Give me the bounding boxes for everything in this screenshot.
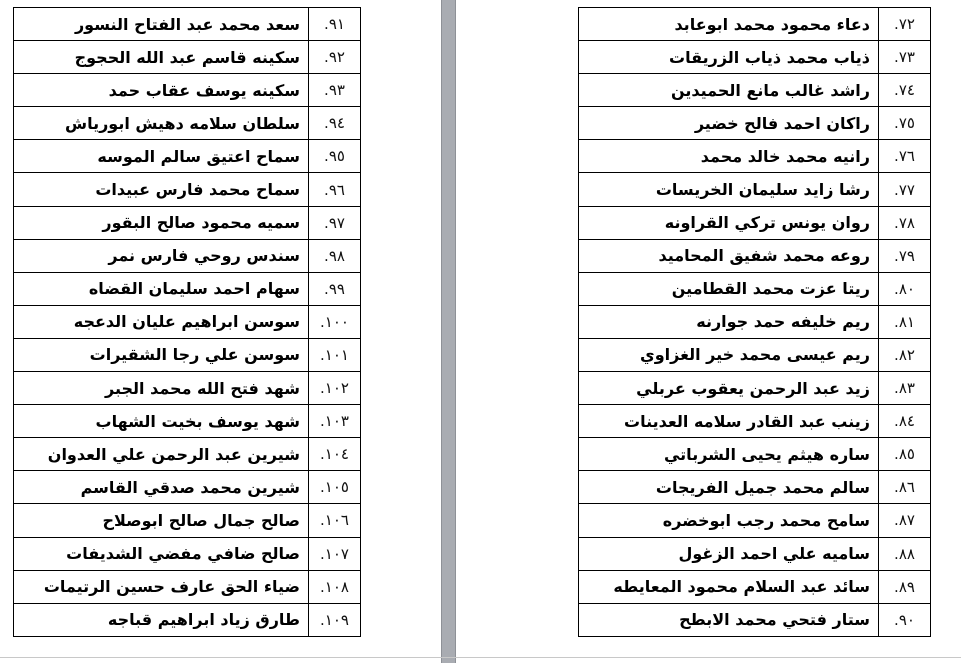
row-number: ٩٣.	[309, 74, 361, 107]
person-name: ستار فتحي محمد الابطح	[579, 603, 879, 636]
names-table-right	[578, 7, 931, 637]
row-number: ٨٥.	[879, 438, 931, 471]
table-row	[14, 537, 361, 570]
row-number: ٧٨.	[879, 206, 931, 239]
names-table-right-body	[579, 8, 931, 637]
row-number: ٨٧.	[879, 504, 931, 537]
row-number: ٧٦.	[879, 140, 931, 173]
table-row	[14, 107, 361, 140]
person-name: ريم عيسى محمد خير الغزاوي	[579, 338, 879, 371]
person-name: شيرين عبد الرحمن علي العدوان	[14, 438, 309, 471]
table-row	[14, 405, 361, 438]
table-row	[14, 338, 361, 371]
table-row	[579, 405, 931, 438]
person-name: شهد فتح الله محمد الجبر	[14, 372, 309, 405]
row-number: ٧٣.	[879, 41, 931, 74]
person-name: ريم خليفه حمد جوارنه	[579, 305, 879, 338]
row-number: ٩٦.	[309, 173, 361, 206]
table-row	[14, 272, 361, 305]
row-number: ٨٦.	[879, 471, 931, 504]
table-row	[579, 140, 931, 173]
person-name: سعد محمد عبد الفتاح النسور	[14, 8, 309, 41]
row-number: ٧٢.	[879, 8, 931, 41]
row-number: ١٠٣.	[309, 405, 361, 438]
table-row	[14, 140, 361, 173]
table-row	[14, 504, 361, 537]
row-number: ٨٨.	[879, 537, 931, 570]
table-row	[14, 372, 361, 405]
table-row	[579, 372, 931, 405]
person-name: رشا زايد سليمان الخريسات	[579, 173, 879, 206]
names-table-left-body	[14, 8, 361, 637]
right-page	[456, 0, 961, 663]
row-number: ٨٣.	[879, 372, 931, 405]
row-number: ٩٧.	[309, 206, 361, 239]
table-row	[579, 272, 931, 305]
table-row	[14, 173, 361, 206]
row-number: ٩٠.	[879, 603, 931, 636]
person-name: سندس روحي فارس نمر	[14, 239, 309, 272]
person-name: سماح محمد فارس عبيدات	[14, 173, 309, 206]
row-number: ٧٧.	[879, 173, 931, 206]
table-row	[14, 570, 361, 603]
row-number: ٩٥.	[309, 140, 361, 173]
row-number: ٨١.	[879, 305, 931, 338]
row-number: ٨٩.	[879, 570, 931, 603]
person-name: صالح جمال صالح ابوصلاح	[14, 504, 309, 537]
row-number: ١٠١.	[309, 338, 361, 371]
person-name: سائد عبد السلام محمود المعايطه	[579, 570, 879, 603]
row-number: ١٠٢.	[309, 372, 361, 405]
table-row	[14, 471, 361, 504]
table-row	[579, 173, 931, 206]
person-name: سلطان سلامه دهيش ابورياش	[14, 107, 309, 140]
row-number: ٩٢.	[309, 41, 361, 74]
person-name: ريتا عزت محمد القطامين	[579, 272, 879, 305]
person-name: سوسن ابراهيم عليان الدعجه	[14, 305, 309, 338]
table-row	[579, 603, 931, 636]
table-row	[579, 305, 931, 338]
person-name: سكينه يوسف عقاب حمد	[14, 74, 309, 107]
person-name: ضياء الحق عارف حسين الرتيمات	[14, 570, 309, 603]
table-row	[14, 206, 361, 239]
table-row	[579, 107, 931, 140]
person-name: راشد غالب مانع الحميدين	[579, 74, 879, 107]
table-row	[579, 504, 931, 537]
person-name: سكينه قاسم عبد الله الحجوج	[14, 41, 309, 74]
table-row	[579, 338, 931, 371]
person-name: سهام احمد سليمان القضاه	[14, 272, 309, 305]
person-name: روان يونس تركي القراونه	[579, 206, 879, 239]
table-row	[579, 41, 931, 74]
person-name: روعه محمد شفيق المحاميد	[579, 239, 879, 272]
row-number: ١٠٧.	[309, 537, 361, 570]
table-row	[579, 570, 931, 603]
person-name: سماح اعتيق سالم الموسه	[14, 140, 309, 173]
table-row	[14, 8, 361, 41]
person-name: طارق زياد ابراهيم قباجه	[14, 603, 309, 636]
row-number: ٩٩.	[309, 272, 361, 305]
row-number: ٩٨.	[309, 239, 361, 272]
row-number: ٨٠.	[879, 272, 931, 305]
table-row	[14, 74, 361, 107]
person-name: رانيه محمد خالد محمد	[579, 140, 879, 173]
person-name: صالح ضافي مفضي الشديفات	[14, 537, 309, 570]
row-number: ٧٤.	[879, 74, 931, 107]
row-number: ٩١.	[309, 8, 361, 41]
row-number: ٨٢.	[879, 338, 931, 371]
row-number: ٩٤.	[309, 107, 361, 140]
row-number: ١٠٨.	[309, 570, 361, 603]
table-row	[579, 8, 931, 41]
person-name: سامح محمد رجب ابوخضره	[579, 504, 879, 537]
row-number: ١٠٥.	[309, 471, 361, 504]
person-name: ساره هيثم يحيى الشرباتي	[579, 438, 879, 471]
table-row	[579, 74, 931, 107]
person-name: ذياب محمد ذياب الزريقات	[579, 41, 879, 74]
left-page	[0, 0, 441, 663]
person-name: سوسن علي رجا الشقيرات	[14, 338, 309, 371]
person-name: زينب عبد القادر سلامه العدينات	[579, 405, 879, 438]
names-table-left	[13, 7, 361, 637]
table-row	[579, 537, 931, 570]
row-number: ١٠٤.	[309, 438, 361, 471]
page-gutter	[441, 0, 456, 663]
person-name: راكان احمد فالح خضير	[579, 107, 879, 140]
row-number: ١٠٩.	[309, 603, 361, 636]
table-row	[579, 438, 931, 471]
table-row	[14, 239, 361, 272]
row-number: ٧٥.	[879, 107, 931, 140]
table-row	[14, 305, 361, 338]
table-row	[579, 206, 931, 239]
person-name: ساميه علي احمد الزغول	[579, 537, 879, 570]
row-number: ١٠٠.	[309, 305, 361, 338]
table-row	[579, 239, 931, 272]
person-name: دعاء محمود محمد ابوعابد	[579, 8, 879, 41]
person-name: شيرين محمد صدقي القاسم	[14, 471, 309, 504]
bottom-ruler-line	[0, 657, 961, 658]
row-number: ١٠٦.	[309, 504, 361, 537]
person-name: سميه محمود صالح البقور	[14, 206, 309, 239]
table-row	[14, 41, 361, 74]
person-name: شهد يوسف بخيت الشهاب	[14, 405, 309, 438]
row-number: ٨٤.	[879, 405, 931, 438]
person-name: سالم محمد جميل الفريجات	[579, 471, 879, 504]
row-number: ٧٩.	[879, 239, 931, 272]
person-name: زيد عبد الرحمن يعقوب عربلي	[579, 372, 879, 405]
table-row	[14, 603, 361, 636]
table-row	[14, 438, 361, 471]
table-row	[579, 471, 931, 504]
